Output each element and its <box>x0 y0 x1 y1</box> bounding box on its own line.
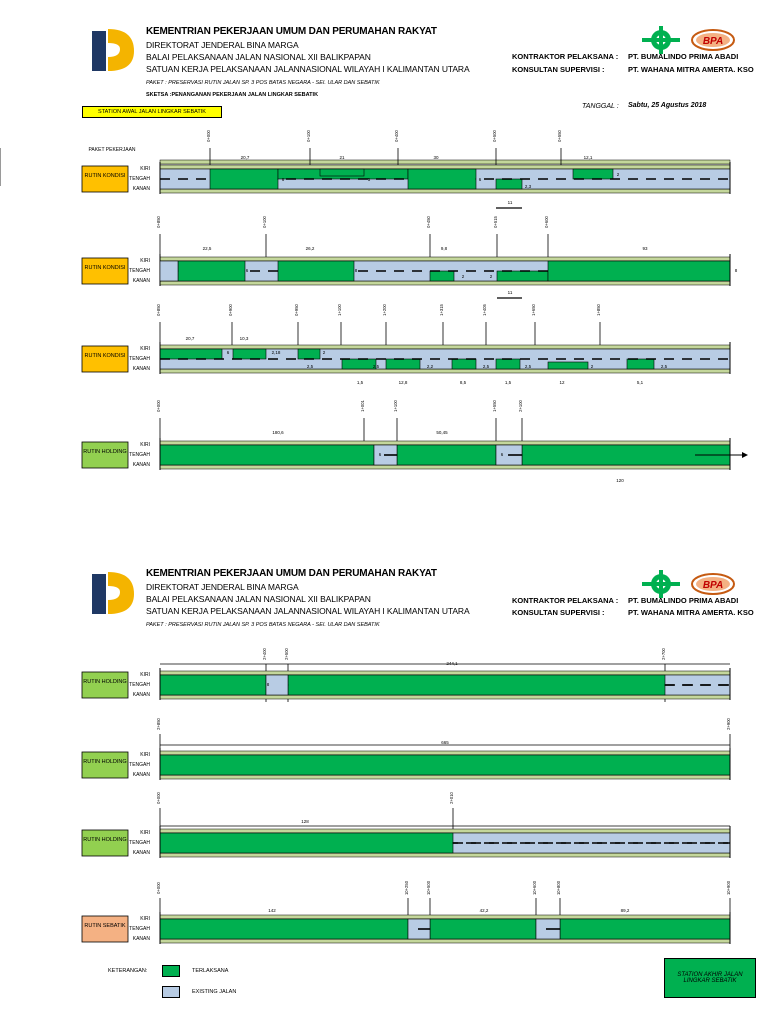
marker-value: 2 <box>322 350 326 355</box>
segment-length: 128 <box>301 819 309 824</box>
row-label-box <box>82 258 128 284</box>
station-label: 10+500 <box>426 880 431 896</box>
road-shoulder-bottom <box>160 853 730 857</box>
station-label: 1+100 <box>393 400 398 412</box>
road-shoulder-bottom <box>160 695 730 699</box>
terlaksana-block <box>627 359 654 369</box>
road-shoulder-top <box>160 345 730 349</box>
station-label: 0+000 <box>156 882 161 894</box>
lane-label: KIRI <box>140 916 150 922</box>
marker-value: 5 <box>367 177 371 182</box>
road-shoulder-bottom <box>160 281 730 285</box>
row-label-box <box>82 346 128 372</box>
station-label: 1+850 <box>596 304 601 316</box>
marker-value: 2,2 <box>426 364 434 369</box>
terlaksana-block <box>452 359 476 369</box>
legend-terlaksana-label: TERLAKSANA <box>192 968 229 974</box>
segment-length: 180,6 <box>272 430 284 435</box>
station-label: 0+950 <box>294 304 299 316</box>
lane-label: KANAN <box>132 772 150 778</box>
station-label: 0+400 <box>394 130 399 142</box>
lane-label: TENGAH <box>129 176 150 182</box>
lane-label: TENGAH <box>129 682 150 688</box>
below-value: 12,8 <box>398 380 408 385</box>
row-label-box <box>82 672 128 698</box>
terlaksana-block <box>496 359 520 369</box>
lane-label: KIRI <box>140 672 150 678</box>
terlaksana-cover <box>161 453 374 457</box>
station-label: 1+405 <box>482 304 487 316</box>
segment-length: 142 <box>268 908 276 913</box>
row-label: RUTIN HOLDING <box>83 759 127 765</box>
marker-value: 2 <box>461 274 465 279</box>
paket-text-2: PAKET : PRESERVASI RUTIN JALAN SP. 3 POS BATAS NEGARA - SEI. ULAR DAN SEBATIK <box>146 622 380 628</box>
station-label: 10+600 <box>532 880 537 896</box>
marker-value: 2 <box>590 364 594 369</box>
station-label: 0+000 <box>156 792 161 804</box>
terlaksana-block <box>233 349 266 359</box>
row-label: RUTIN HOLDING <box>83 449 127 455</box>
terlaksana-cover <box>409 177 476 181</box>
below-value: 8,5 <box>459 380 467 385</box>
lane-label: KIRI <box>140 830 150 836</box>
marker-value: 2 <box>616 172 620 177</box>
station-label <box>0 129 1 141</box>
marker-value: 2,3 <box>524 184 532 189</box>
terlaksana-cover <box>398 453 496 457</box>
marker-value: 8 <box>354 268 358 273</box>
segment-length: 10,3 <box>239 336 249 341</box>
lane-label: TENGAH <box>129 356 150 362</box>
segment-length: 93 <box>642 246 648 251</box>
marker-value: 2,5 <box>524 364 532 369</box>
konsultan-label: KONSULTAN SUPERVISI : <box>512 65 605 74</box>
terlaksana-block <box>298 349 320 359</box>
segment-length: 22,5 <box>202 246 212 251</box>
road-shoulder-bottom <box>160 369 730 373</box>
terlaksana-cover <box>561 927 730 931</box>
station-label: 2+900 <box>726 718 731 730</box>
satuan-kerja-2: SATUAN KERJA PELAKSANAAN JALANNASIONAL WILAYAH I KALIMANTAN UTARA <box>146 606 470 616</box>
segment-length: 12,1 <box>583 155 593 160</box>
terlaksana-cover <box>161 763 730 767</box>
lane-label: KANAN <box>132 936 150 942</box>
road-shoulder-top <box>160 671 730 675</box>
below-value: 11 <box>507 200 513 205</box>
station-awal-box: STATION AWAL JALAN LINGKAR SEBATIK <box>82 106 222 118</box>
ministry-title-2: KEMENTRIAN PEKERJAAN UMUM DAN PERUMAHAN RAKYAT <box>146 568 437 579</box>
lane-label: KANAN <box>132 366 150 372</box>
paket-pekerjaan-label: PAKET PEKERJAAN <box>88 147 136 153</box>
station-label: 0+100 <box>306 130 311 142</box>
kontraktor-value: PT. BUMALINDO PRIMA ABADI <box>628 52 739 61</box>
terlaksana-block <box>386 359 420 369</box>
terlaksana-cover <box>179 269 245 273</box>
row-label: RUTIN HOLDING <box>83 837 127 843</box>
lane-label: KIRI <box>140 752 150 758</box>
road-shoulder-bottom <box>160 189 730 193</box>
below-value: 12 <box>559 380 565 385</box>
station-label: 1+550 <box>492 400 497 412</box>
legend-title: KETERANGAN: <box>108 968 148 974</box>
below-value: 1,5 <box>356 380 364 385</box>
station-label: 2+100 <box>518 400 523 412</box>
segment-length: 20,7 <box>185 336 195 341</box>
marker-value: 2,5 <box>482 364 490 369</box>
terlaksana-cover <box>161 927 408 931</box>
existing-block <box>160 261 178 281</box>
lane-label: KIRI <box>140 258 150 264</box>
below-value: 120 <box>616 478 624 483</box>
station-label: 1+001 <box>360 400 365 412</box>
marker-value: 2,5 <box>660 364 668 369</box>
station-label: 0+450 <box>426 216 431 228</box>
paket-bar <box>160 160 730 164</box>
road-shoulder-top <box>160 915 730 919</box>
lane-label: KANAN <box>132 186 150 192</box>
station-label: 1+100 <box>337 304 342 316</box>
lane-label: KIRI <box>140 166 150 172</box>
terlaksana-block <box>497 271 548 281</box>
bpa-logo-text: BPA <box>702 580 724 591</box>
segment-length: 89,2 <box>620 908 630 913</box>
marker-value: 6 <box>378 452 382 457</box>
station-label: 0+500 <box>492 130 497 142</box>
marker-value: 6 <box>500 452 504 457</box>
station-label: 0+850 <box>156 304 161 316</box>
terlaksana-block <box>548 362 588 369</box>
lane-label: TENGAH <box>129 268 150 274</box>
sketsa-text: SKETSA :PENANGANAN PEKERJAAN JALAN LINGKAR SEBATIK <box>146 92 319 98</box>
ministry-title: KEMENTRIAN PEKERJAAN UMUM DAN PERUMAHAN RAKYAT <box>146 26 437 37</box>
road-shoulder-top <box>160 441 730 445</box>
road-shoulder-top <box>160 829 730 833</box>
terlaksana-block <box>320 169 364 176</box>
terlaksana-cover <box>549 269 730 273</box>
konsultan-label-2: KONSULTAN SUPERVISI : <box>512 608 605 617</box>
terlaksana-cover <box>431 927 536 931</box>
row-label: RUTIN SEBATIK <box>84 923 126 929</box>
legend-existing-swatch <box>162 986 180 998</box>
station-akhir-box: STATION AKHIR JALAN LINGKAR SEBATIK <box>664 958 756 998</box>
segment-length: 30 <box>433 155 439 160</box>
row-label-box <box>82 830 128 856</box>
existing-block <box>266 675 288 695</box>
below-value: 1,5 <box>504 380 512 385</box>
lane-label: KANAN <box>132 850 150 856</box>
row-label-box <box>82 442 128 468</box>
station-label: 1+650 <box>531 304 536 316</box>
marker-value: 6 <box>478 177 482 182</box>
terlaksana-cover <box>161 841 453 845</box>
directorate: DIREKTORAT JENDERAL BINA MARGA <box>146 40 299 50</box>
segment-length: 9,8 <box>440 246 448 251</box>
station-label: 0+000 <box>156 400 161 412</box>
marker-value: 2,18 <box>271 350 281 355</box>
marker-value: 6 <box>281 177 285 182</box>
station-label: 0+550 <box>557 130 562 142</box>
station-label: 10+800 <box>556 880 561 896</box>
segment-length: 20,7 <box>240 155 250 160</box>
paket-text: PAKET : PRESERVASI RUTIN JALAN SP. 3 POS BATAS NEGARA - SEI. ULAR DAN SEBATIK <box>146 80 380 86</box>
satuan-kerja: SATUAN KERJA PELAKSANAAN JALANNASIONAL WILAYAH I KALIMANTAN UTARA <box>146 64 470 74</box>
lane-label: KANAN <box>132 278 150 284</box>
segment-length: 42,2 <box>479 908 489 913</box>
lane-label: TENGAH <box>129 762 150 768</box>
tanggal-label: TANGGAL : <box>582 103 619 110</box>
tanggal-value: Sabtu, 25 Agustus 2018 <box>628 102 707 109</box>
balai: BALAI PELAKSANAAN JALAN NASIONAL XII BALIKPAPAN <box>146 52 371 62</box>
terlaksana-block <box>160 349 222 359</box>
row-label: RUTIN KONDISI <box>84 353 126 359</box>
marker-value: 2,5 <box>372 364 380 369</box>
road-shoulder-bottom <box>160 465 730 469</box>
marker-value: 6 <box>245 268 249 273</box>
station-label: 0+515 <box>493 216 498 228</box>
terlaksana-cover <box>289 683 665 687</box>
row-label: RUTIN KONDISI <box>84 265 126 271</box>
segment-length: 21 <box>339 155 345 160</box>
bpa-logo-text: BPA <box>702 36 724 47</box>
terlaksana-cover <box>279 269 354 273</box>
lane-label: TENGAH <box>129 840 150 846</box>
segment-length: 50,45 <box>436 430 448 435</box>
lane-label: TENGAH <box>129 926 150 932</box>
station-label: 0+600 <box>544 216 549 228</box>
station-label: 2+400 <box>262 648 267 660</box>
station-label: 10+250 <box>404 880 409 896</box>
station-label: 2+010 <box>449 792 454 804</box>
road-shoulder-bottom <box>160 775 730 779</box>
road-shoulder-top <box>160 165 730 169</box>
station-label: 2+500 <box>284 648 289 660</box>
road-shoulder-top <box>160 751 730 755</box>
lane-label: KIRI <box>140 442 150 448</box>
lane-label: KANAN <box>132 462 150 468</box>
segment-length: 665 <box>441 740 449 745</box>
segment-length: 26,2 <box>305 246 315 251</box>
row-label: RUTIN KONDISI <box>84 173 126 179</box>
row-label: RUTIN HOLDING <box>83 679 127 685</box>
legend-terlaksana-swatch <box>162 965 180 977</box>
terlaksana-cover <box>211 177 278 181</box>
marker-value: 8 <box>266 682 270 687</box>
lane-label: KANAN <box>132 692 150 698</box>
terlaksana-block <box>496 179 522 189</box>
marker-value: 2 <box>489 274 493 279</box>
konsultan-value: PT. WAHANA MITRA AMERTA. KSO <box>628 65 754 74</box>
station-label: 2+850 <box>156 718 161 730</box>
station-label: 2+700 <box>661 648 666 660</box>
terlaksana-cover <box>161 683 266 687</box>
kontraktor-label-2: KONTRAKTOR PELAKSANA : <box>512 596 619 605</box>
below-value: 5,1 <box>636 380 644 385</box>
road-shoulder-top <box>160 257 730 261</box>
balai-2: BALAI PELAKSANAAN JALAN NASIONAL XII BALIKPAPAN <box>146 594 371 604</box>
below-value: 11 <box>507 290 513 295</box>
station-label: 0+900 <box>228 304 233 316</box>
row-label-box <box>82 916 128 942</box>
lane-label: KIRI <box>140 346 150 352</box>
station-label: 0+000 <box>206 130 211 142</box>
konsultan-value-2: PT. WAHANA MITRA AMERTA. KSO <box>628 608 754 617</box>
terlaksana-block <box>342 359 376 369</box>
station-label: 10+900 <box>726 880 731 896</box>
directorate-2: DIREKTORAT JENDERAL BINA MARGA <box>146 582 299 592</box>
row-label-box <box>82 166 128 192</box>
row-label-box <box>82 752 128 778</box>
road-shoulder-bottom <box>160 939 730 943</box>
station-label: 0+100 <box>262 216 267 228</box>
station-label: 1+200 <box>382 304 387 316</box>
legend-existing-label: EXISTING JALAN <box>192 989 237 995</box>
station-label: 0+850 <box>156 216 161 228</box>
segment-length: 244,1 <box>446 661 458 666</box>
terlaksana-block <box>430 271 454 281</box>
terlaksana-block <box>573 169 613 179</box>
kontraktor-label: KONTRAKTOR PELAKSANA : <box>512 52 619 61</box>
marker-value: 2,5 <box>306 364 314 369</box>
lane-label: TENGAH <box>129 452 150 458</box>
station-label: 1+315 <box>439 304 444 316</box>
arrow-head <box>742 452 748 458</box>
marker-value: 8 <box>734 268 738 273</box>
marker-value: 6 <box>226 350 230 355</box>
kontraktor-value-2: PT. BUMALINDO PRIMA ABADI <box>628 596 739 605</box>
